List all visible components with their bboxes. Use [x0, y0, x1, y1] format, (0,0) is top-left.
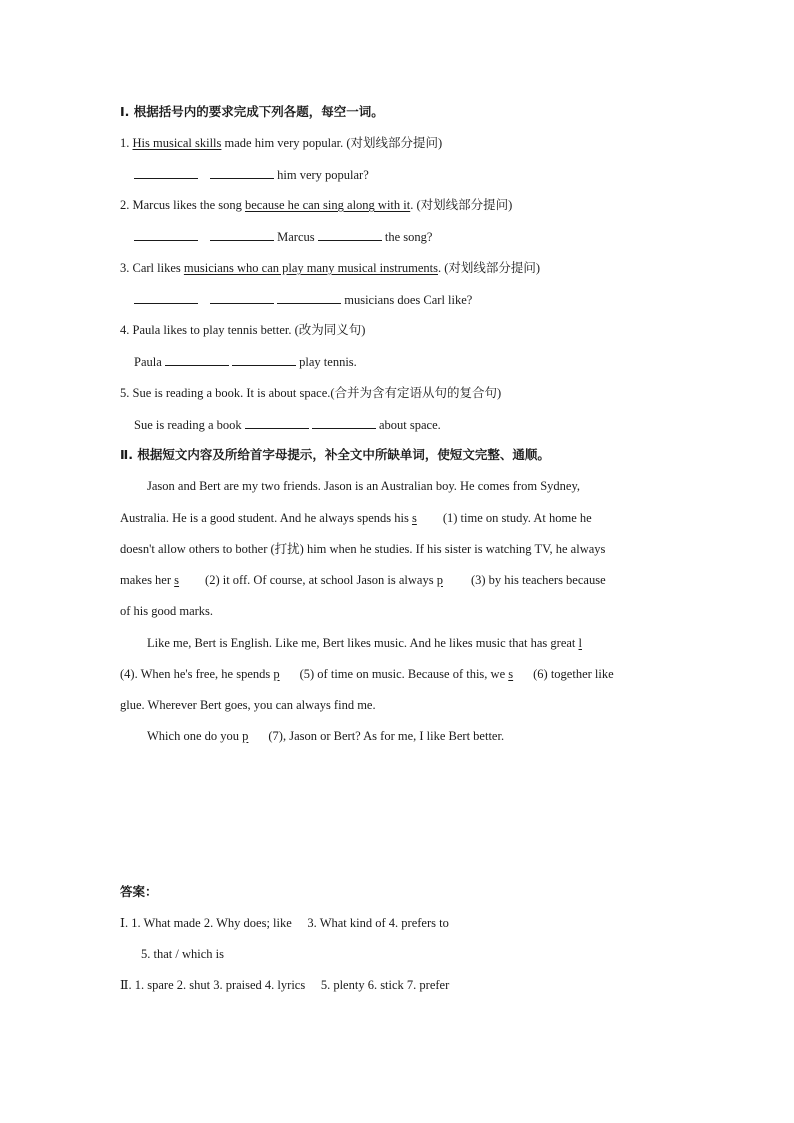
answers-heading: 答案：	[120, 884, 158, 899]
q4-instruction: (改为同义句)	[294, 323, 366, 337]
question-1-answer-line	[134, 166, 369, 183]
answers-line-1: Ⅰ. 1. What made 2. Why does; like 3. What kind of 4. prefers to	[120, 916, 449, 930]
passage-text: Australia. He is a good student. And he always spends his	[120, 511, 409, 525]
q3-post: .	[438, 261, 442, 275]
question-3	[120, 260, 540, 276]
q4-text: Paula likes to play tennis better.	[132, 323, 292, 337]
q4-line2-start: Paula	[134, 355, 162, 369]
passage-text: (1) time on study. At home he	[442, 511, 592, 525]
passage-text: Like me, Bert is English. Like me, Bert likes music. And he likes music that has great	[147, 636, 576, 650]
q3-underlined: musicians who can play many musical instruments	[183, 261, 439, 275]
letter-hint-blank-6[interactable]: s	[508, 667, 514, 681]
q2-underlined: because he can sing along with it	[244, 198, 411, 212]
question-2-answer-line	[134, 228, 432, 245]
answer-blank[interactable]	[210, 166, 274, 179]
passage-text: (7), Jason or Bert? As for me, I like Bert better.	[268, 729, 505, 743]
answer-blank[interactable]	[232, 353, 296, 366]
letter-hint-blank-5[interactable]: p	[273, 667, 280, 681]
passage-line: doesn't allow others to bother (打扰) him when he studies. If his sister is watching TV, he always	[120, 542, 606, 556]
passage-text: Which one do you	[147, 729, 239, 743]
answer-blank[interactable]	[245, 416, 309, 429]
q4-number: 4.	[120, 323, 130, 337]
q5-text: Sue is reading a book. It is about space.	[132, 386, 331, 400]
question-4-answer-line	[134, 353, 357, 370]
question-5	[120, 385, 501, 401]
question-3-answer-line	[134, 291, 472, 308]
q1-line2-end: him very popular?	[277, 168, 369, 182]
letter-hint-blank-4[interactable]: l	[578, 636, 582, 650]
q2-post: .	[410, 198, 414, 212]
q3-instruction: (对划线部分提问)	[444, 261, 541, 275]
answer-blank[interactable]	[318, 228, 382, 241]
q5-line2-end: about space.	[379, 418, 441, 432]
passage-line: Jason and Bert are my two friends. Jason is an Australian boy. He comes from Sydney,	[147, 479, 581, 493]
answer-blank[interactable]	[210, 291, 274, 304]
passage-text: (6) together like	[533, 667, 614, 681]
q2-number: 2.	[120, 198, 130, 212]
question-5-answer-line	[134, 416, 441, 433]
q3-line2-end: musicians does Carl like?	[344, 293, 473, 307]
passage-text: (2) it off. Of course, at school Jason is always	[205, 573, 434, 587]
answer-blank[interactable]	[134, 166, 198, 179]
letter-hint-blank-2[interactable]: s	[174, 573, 180, 587]
letter-hint-blank-7[interactable]: p	[242, 729, 249, 743]
q5-number: 5.	[120, 386, 130, 400]
answer-blank[interactable]	[134, 291, 198, 304]
passage-line	[147, 728, 504, 744]
section2-heading: Ⅱ. 根据短文内容及所给首字母提示，补全文中所缺单词，使短文完整、通顺。	[120, 447, 550, 462]
q3-pre: Carl likes	[132, 261, 181, 275]
answer-blank[interactable]	[210, 228, 274, 241]
passage-line	[147, 635, 608, 651]
passage-line	[120, 510, 592, 526]
passage-line: glue. Wherever Bert goes, you can always find me.	[120, 698, 376, 712]
q2-instruction: (对划线部分提问)	[416, 198, 513, 212]
letter-hint-blank-3[interactable]: p	[436, 573, 443, 587]
q4-line2-end: play tennis.	[299, 355, 357, 369]
passage-text: (5) of time on music. Because of this, we	[299, 667, 506, 681]
passage-line	[120, 666, 614, 682]
question-1	[120, 135, 442, 151]
answers-line-2: 5. that / which is	[141, 947, 224, 961]
passage-text: (4). When he's free, he spends	[120, 667, 271, 681]
answer-blank[interactable]	[165, 353, 229, 366]
q1-underlined: His musical skills	[132, 136, 222, 150]
letter-hint-blank-1[interactable]: s	[411, 511, 417, 525]
question-4	[120, 322, 365, 338]
q1-rest: made him very popular.	[224, 136, 344, 150]
answers-line-3: Ⅱ. 1. spare 2. shut 3. praised 4. lyrics 5. plenty 6. stick 7. prefer	[120, 978, 450, 992]
answer-blank[interactable]	[134, 228, 198, 241]
passage-text: makes her	[120, 573, 172, 587]
q2-line2-end: the song?	[384, 230, 433, 244]
q5-line2-start: Sue is reading a book	[134, 418, 242, 432]
question-2	[120, 197, 512, 213]
q2-line2-mid: Marcus	[277, 230, 315, 244]
section1-heading: Ⅰ. 根据括号内的要求完成下列各题，每空一词。	[120, 104, 384, 119]
q2-pre: Marcus likes the song	[132, 198, 242, 212]
passage-line	[120, 572, 606, 588]
q5-instruction: (合并为含有定语从句的复合句)	[330, 386, 502, 400]
passage-text: (3) by his teachers because	[470, 573, 606, 587]
passage-line: of his good marks.	[120, 604, 214, 618]
answer-blank[interactable]	[277, 291, 341, 304]
q1-instruction: (对划线部分提问)	[346, 136, 443, 150]
answer-blank[interactable]	[312, 416, 376, 429]
q3-number: 3.	[120, 261, 130, 275]
q1-number: 1.	[120, 136, 130, 150]
